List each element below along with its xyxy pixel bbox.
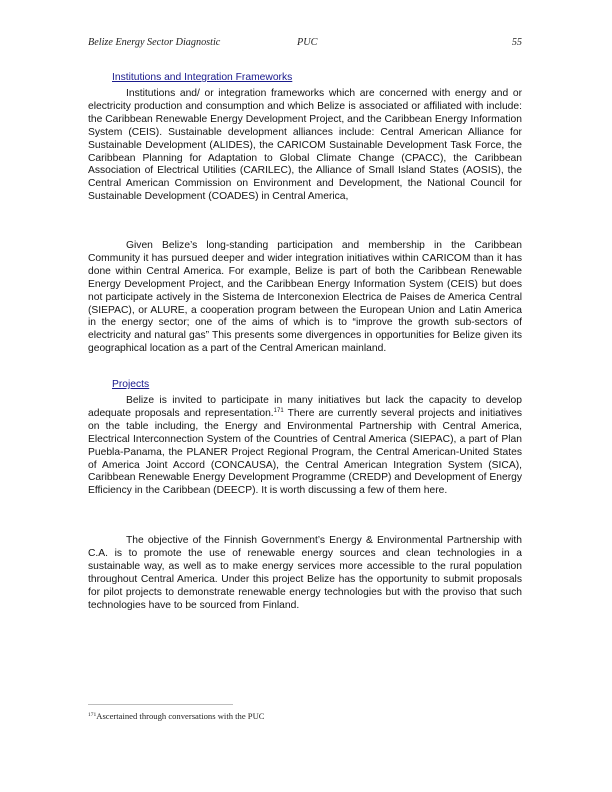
section-heading-institutions[interactable]: Institutions and Integration Frameworks [112, 72, 293, 83]
header-organization: PUC [297, 37, 318, 48]
paragraph-institutions-1: Institutions and/ or integration frameworks which are concerned with energy and or electricity production and consumption and which Belize is associated or affiliated with include: the Caribbean Renewable Energy Development Project, and the Caribbean Energy Information System (CEIS). Sustainable development alliances include: Central American Alliance for Sustainable Development (ALIDES), the CARICOM Sustainable Development Task Force, the Caribbean Planning for Adaptation to Global Climate Change (CPACC), the Caribbean Association of Electrical Utilities (CARILEC), the Alliance of Small Island States (AOSIS), the Central American Commission on Environment and Development, the National Council for Sustainable Development (COADES) in Central America, [88, 88, 522, 203]
section-heading-projects[interactable]: Projects [112, 379, 150, 390]
footnote [88, 711, 265, 721]
document-title: Belize Energy Sector Diagnostic [88, 37, 221, 48]
footnote-reference[interactable]: 171 [273, 407, 284, 414]
page-header [88, 37, 522, 51]
paragraph-institutions-2: Given Belize’s long-standing participation and membership in the Caribbean Community it has pursued deeper and wider integration initiatives within CARICOM than it has done within Central America. For example, Belize is part of both the Caribbean Renewable Energy Development Project, and the Caribbean Energy Information System (CEIS) but does not participate actively in the Sistema de Interconexion Electrica de Paises de America Central (SIEPAC), or ALURE, a cooperation program between the European Union and Latin America in the energy sector; one of the aims of which is to “improve the growth sub-sectors of electricity and natural gas” This presents some divergences in opportunities for Belize given its geographical location as a part of the Central American mainland. [88, 240, 522, 355]
page-number: 55 [511, 37, 522, 48]
footnote-text: Ascertained through conversations with the PUC [96, 711, 265, 721]
paragraph-projects-1 [88, 395, 522, 498]
paragraph-text: Belize is invited to participate in many initiatives but lack the capacity to develop adequate proposals and representation. [88, 395, 522, 419]
footnote-divider [88, 704, 233, 705]
paragraph-text: There are currently several projects and initiatives on the table including, the Energy and Environmental Partnership with Central America, Electrical Interconnection System of the Countries of Central America (SIEPAC), a part of Plan Puebla-Panama, the PLANER Project Regional Program, the Central American-United States of America Joint Accord (CONCAUSA), the Central American Integration System (SICA), Caribbean Renewable Energy Development Programme (CREDP) and Development of Energy Efficiency in the Caribbean (DEECP). It is worth discussing a few of them here. [88, 407, 523, 497]
paragraph-projects-2: The objective of the Finnish Government’s Energy & Environmental Partnership with C.A. is to promote the use of renewable energy sources and clean technologies in a sustainable way, as well as to make energy services more accessible to the rural population throughout Central America. Under this project Belize has the opportunity to submit proposals for pilot projects to demonstrate renewable energy technologies but with the proviso that such technologies have to be sourced from Finland. [88, 535, 522, 611]
footnote-number: 171 [88, 712, 97, 718]
